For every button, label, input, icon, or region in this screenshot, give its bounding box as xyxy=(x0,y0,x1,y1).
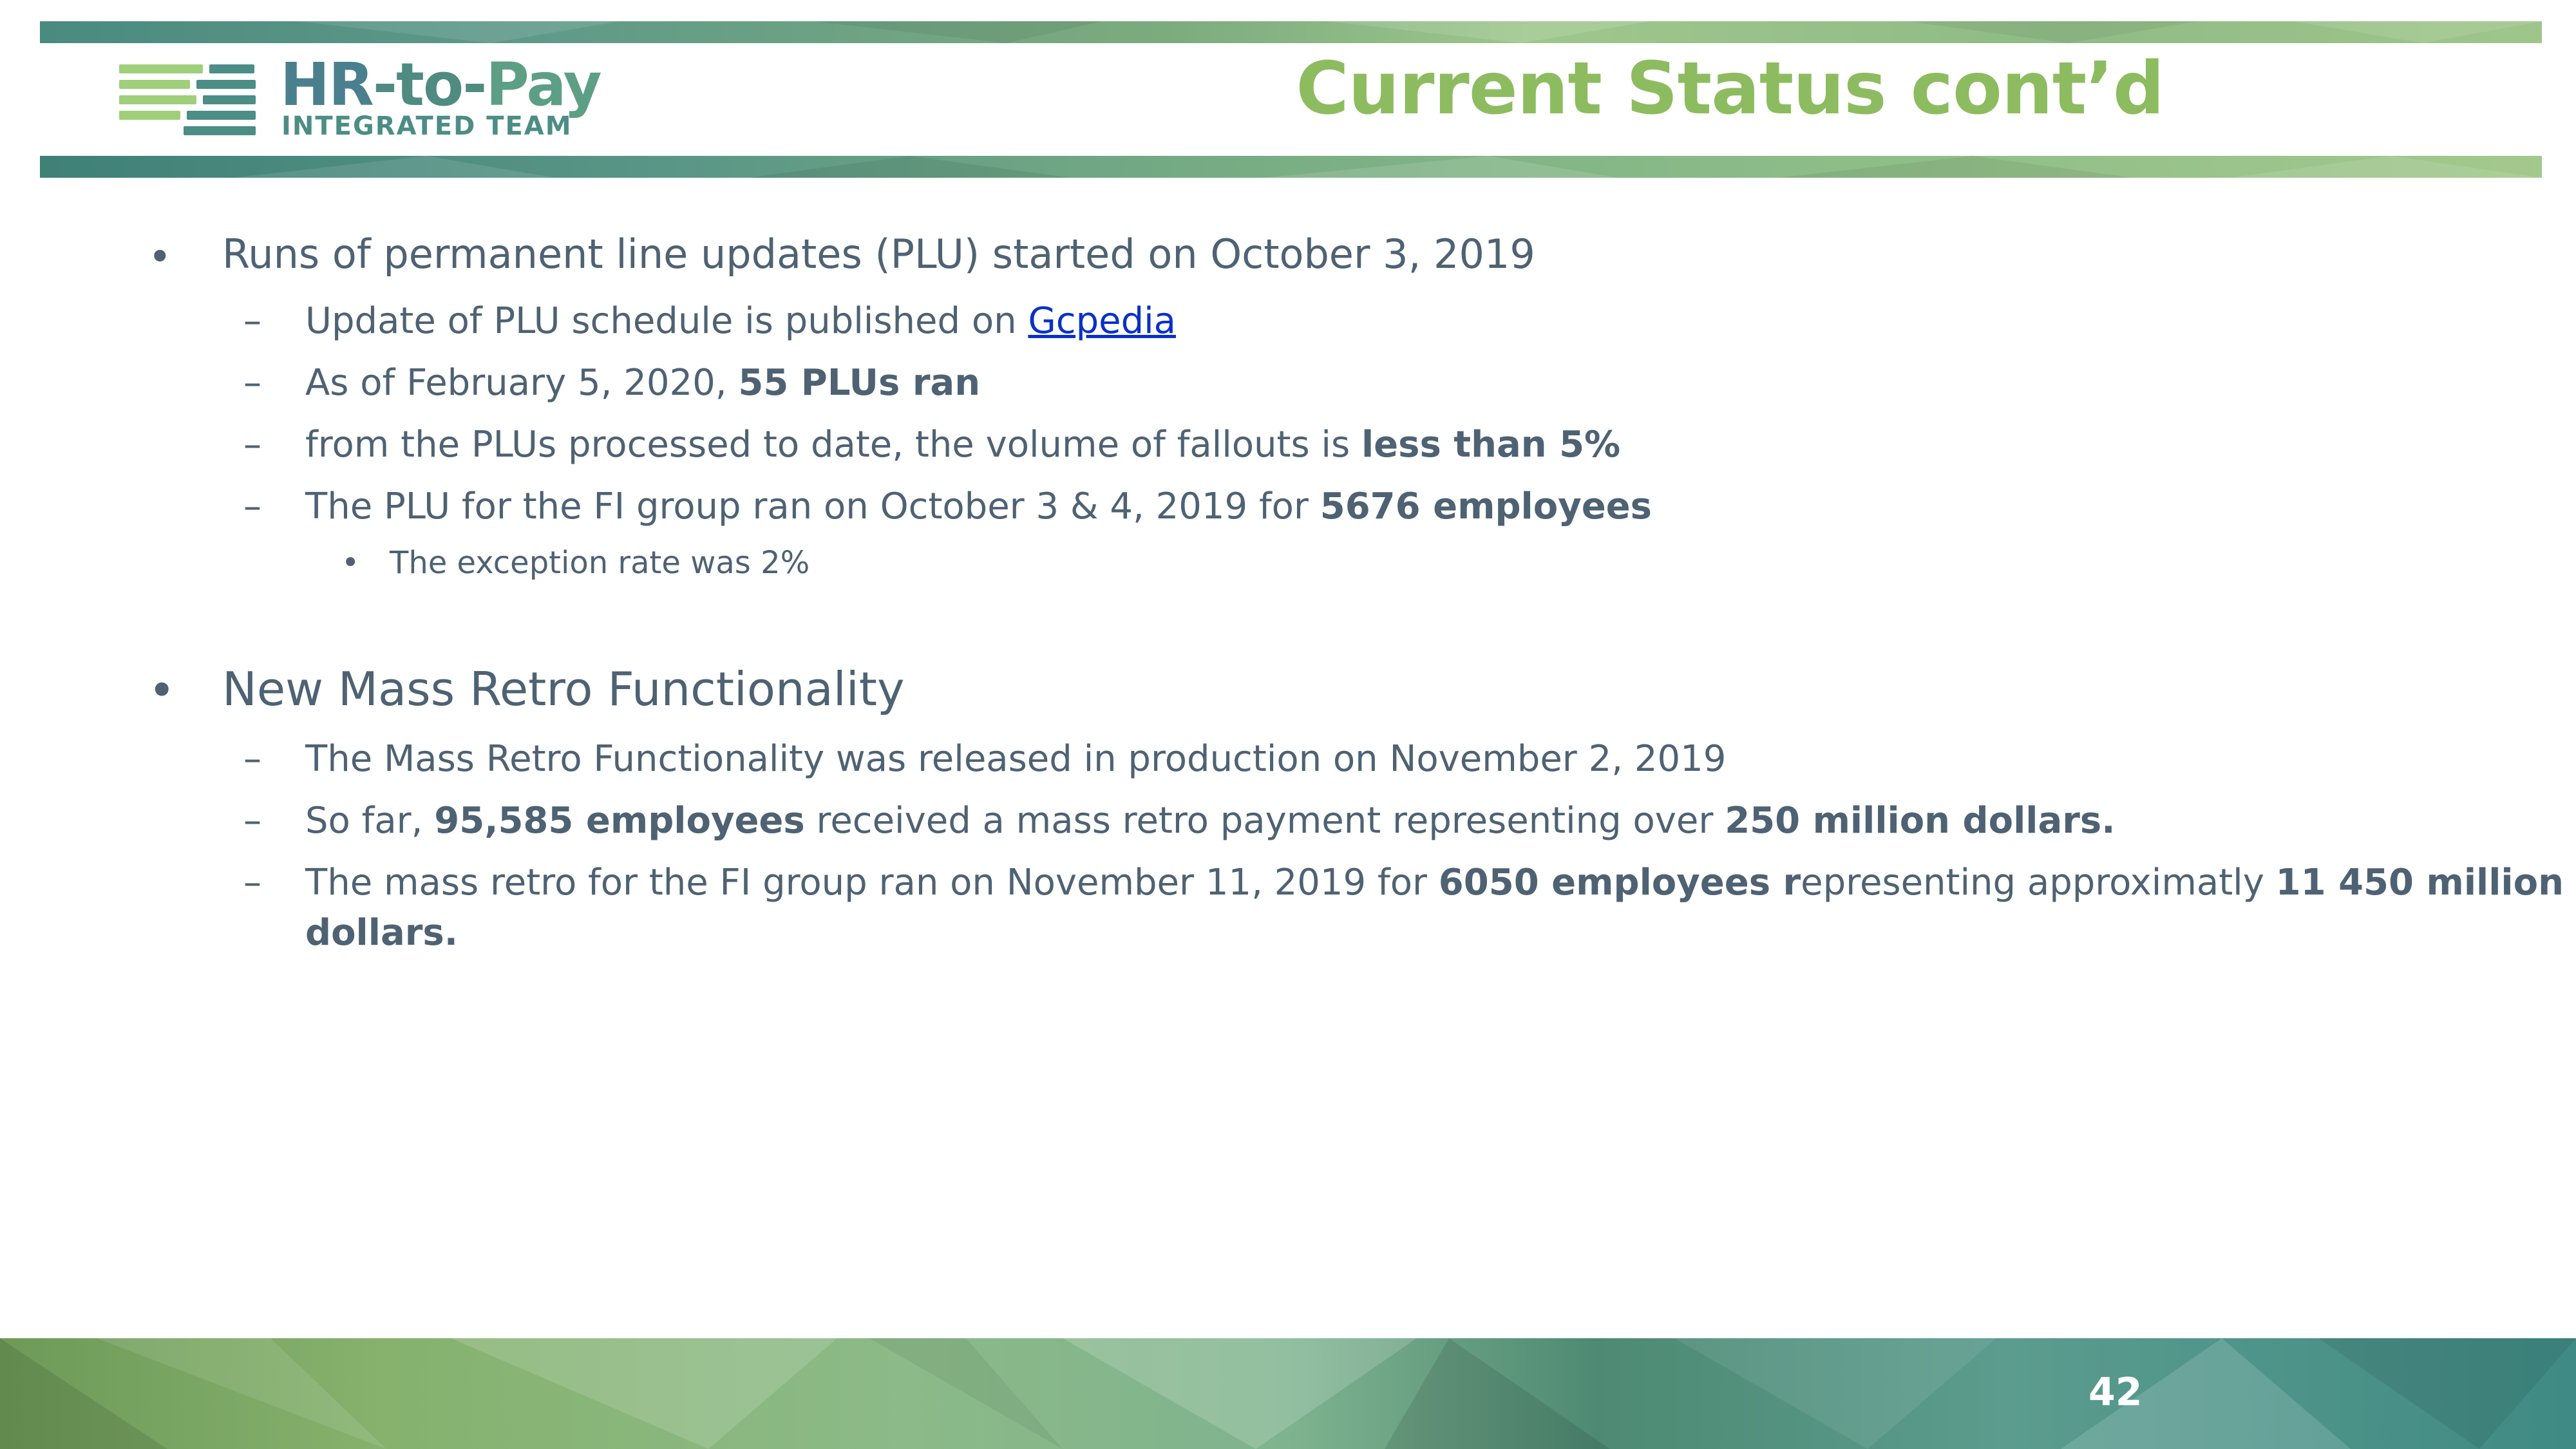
dash-icon: – xyxy=(243,862,261,904)
item-text: The PLU for the FI group ran on October 3 & 4, 2019 for xyxy=(305,486,1320,527)
dash-icon: – xyxy=(243,486,261,527)
item-text: The mass retro for the FI group ran on November 11, 2019 for xyxy=(305,862,1439,904)
item-bold-text: 55 PLUs ran xyxy=(738,362,981,404)
item-bold-text: 95,585 employees xyxy=(434,800,805,842)
item-bold-text: less than 5% xyxy=(1361,424,1621,466)
list-item-continuation xyxy=(305,912,458,954)
list-item xyxy=(305,362,980,404)
page-number: 42 xyxy=(2088,1370,2143,1415)
header-top-band xyxy=(40,21,2542,43)
dash-icon: – xyxy=(243,362,261,404)
list-item xyxy=(305,800,2116,842)
footer-facets xyxy=(0,1338,2576,1449)
item-text: So far, xyxy=(305,800,435,842)
item-bold-text: 250 million dollars. xyxy=(1725,800,2116,842)
list-item xyxy=(305,424,1620,466)
dash-icon: – xyxy=(243,800,261,842)
dash-icon: – xyxy=(243,300,261,342)
section-heading: New Mass Retro Functionality xyxy=(222,662,905,716)
item-bold-text: 5676 employees xyxy=(1320,486,1652,527)
dash-icon: – xyxy=(243,424,261,466)
item-bold-text: 6050 employees r xyxy=(1438,862,1801,904)
item-bold-text: 11 450 million xyxy=(2275,862,2564,904)
slide-title: Current Status cont’d xyxy=(1296,47,2164,131)
bullet-icon: • xyxy=(148,233,172,280)
list-item xyxy=(305,486,1652,527)
item-bold-text: dollars. xyxy=(305,912,458,954)
logo-wordmark: HR-to-Pay xyxy=(280,50,601,119)
section-heading: Runs of permanent line updates (PLU) started on October 3, 2019 xyxy=(222,231,1535,278)
bullet-icon: • xyxy=(341,545,360,581)
list-item xyxy=(305,300,1176,342)
item-text: As of February 5, 2020, xyxy=(305,362,739,404)
bullet-icon: • xyxy=(148,663,176,717)
band-facets xyxy=(40,21,2542,43)
item-text: epresenting approximatly xyxy=(1801,862,2276,904)
header-bottom-band xyxy=(40,156,2542,178)
list-item xyxy=(305,862,2564,904)
gcpedia-link[interactable]: Gcpedia xyxy=(1028,300,1176,342)
footer-band xyxy=(0,1338,2576,1449)
hr-to-pay-logo xyxy=(119,50,609,141)
dash-icon: – xyxy=(243,738,261,780)
sub-list-item: The exception rate was 2% xyxy=(390,545,810,581)
item-text: received a mass retro payment representing over xyxy=(804,800,1725,842)
item-text: Update of PLU schedule is published on xyxy=(305,300,1028,342)
band-facets xyxy=(40,156,2542,178)
logo-subtitle: INTEGRATED TEAM xyxy=(281,111,573,141)
logo-bars-icon xyxy=(119,63,267,140)
list-item: The Mass Retro Functionality was released in production on November 2, 2019 xyxy=(305,738,1727,780)
item-text: from the PLUs processed to date, the volume of fallouts is xyxy=(305,424,1361,466)
